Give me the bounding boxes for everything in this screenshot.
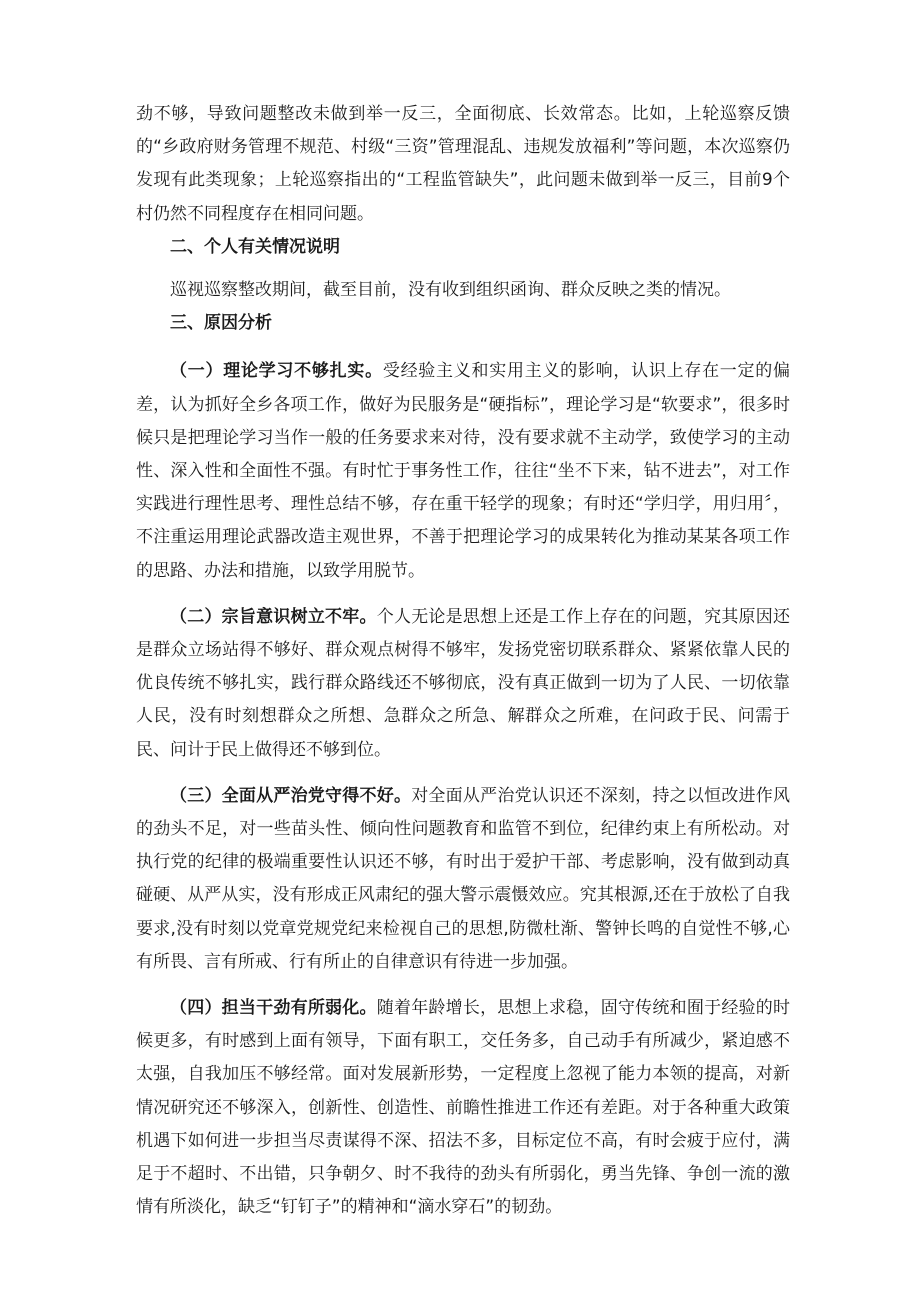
text-responsibility-drive: 随着年龄增长，思想上求稳，固守传统和囿于经验的时候更多，有时感到上面有领导，下面有职工，交任务多，自己动手有所减少，紧迫感不太强，自我加压不够经常。面对发展新形势，一定程度上忽视了能力本领的提高，对新情况研究还不够深入，创新性、创造性、前瞻性推进工作还有差距。对于各种重大政策机遇下如何进一步担当尽责谋得不深、招法不多，目标定位不高，有时会疲于应付，满足于不超时、不出错，只争朝夕、时不我待的劲头有所弱化，勇当先锋、争创一流的激情有所淡化，缺乏“钉钉子”的精神和“滴水穿石”的韧劲。 xyxy=(136,998,791,1218)
text-party-discipline: 对全面从严治党认识还不深刻，持之以恒改进作风的劲头不足，对一些苗头性、倾向性问题教育和监管不到位，纪律约束上有所松动。对执行党的纪律的极端重要性认识还不够，有时出于爱护干部、考虑影响，没有做到动真碰硬、从严从实，没有形成正风肃纪的强大警示震慑效应。究其根源,还在于放松了自我要求,没有时刻以党章党规党纪来检视自己的思想,防微杜渐、警钟长鸣的自觉性不够,心有所畏、言有所戒、行有所止的自律意识有待进一步加强。 xyxy=(136,785,791,972)
subheading-purpose-awareness: （二）宗旨意识树立不牢。 xyxy=(170,606,377,627)
heading-personal-situation: 二、个人有关情况说明 xyxy=(170,236,340,257)
heading-cause-analysis: 三、原因分析 xyxy=(170,313,272,334)
paragraph-intro: 劲不够，导致问题整改未做到举一反三，全面彻底、长效常态。比如，上轮巡察反馈的“乡政府财务管理不规范、村级“三资”管理混乱、违规发放福利”等问题，本次巡察仍发现有此类现象；上轮巡察指出的“工程监管缺失”，此问题未做到举一反三，目前9个村仍然不同程度存在相同问题。 xyxy=(136,104,790,224)
subheading-theory-study: （一）理论学习不够扎实。 xyxy=(170,361,383,382)
paragraph-purpose-awareness xyxy=(136,601,790,767)
subheading-party-discipline: （三）全面从严治党守得不好。 xyxy=(170,785,412,806)
text-purpose-awareness: 个人无论是思想上还是工作上存在的问题，究其原因还是群众立场站得不够好、群众观点树得不够牢，发扬党密切联系群众、紧紧依靠人民的优良传统不够扎实，践行群众路线还不够彻底，没有真正做到一切为了人民、一切依靠人民，没有时刻想群众之所想、急群众之所急、解群众之所难，在问政于民、问需于民、问计于民上做得还不够到位。 xyxy=(136,606,791,760)
paragraph-theory-study xyxy=(136,355,790,587)
paragraph-responsibility-drive xyxy=(136,992,790,1224)
subheading-responsibility-drive: （四）担当干劲有所弱化。 xyxy=(170,998,377,1019)
document-body xyxy=(136,98,790,1225)
paragraph-personal-situation: 巡视巡察整改期间，截至目前，没有收到组织函询、群众反映之类的情况。 xyxy=(170,280,731,301)
text-theory-study: 受经验主义和实用主义的影响，认识上存在一定的偏差，认为抓好全乡各项工作，做好为民服务是“硬指标”，理论学习是“软要求”，很多时候只是把理论学习当作一般的任务要求来对待，没有要求就不主动学，致使学习的主动性、深入性和全面性不强。有时忙于事务性工作，往往“坐不下来，钻不进去”，对工作实践进行理性思考、理性总结不够，存在重干轻学的现象；有时还“学归学，用归用〞，不注重运用理论武器改造主观世界，不善于把理论学习的成果转化为推动某某各项工作的思路、办法和措施，以致学用脱节。 xyxy=(136,361,791,581)
paragraph-party-discipline xyxy=(136,780,790,979)
